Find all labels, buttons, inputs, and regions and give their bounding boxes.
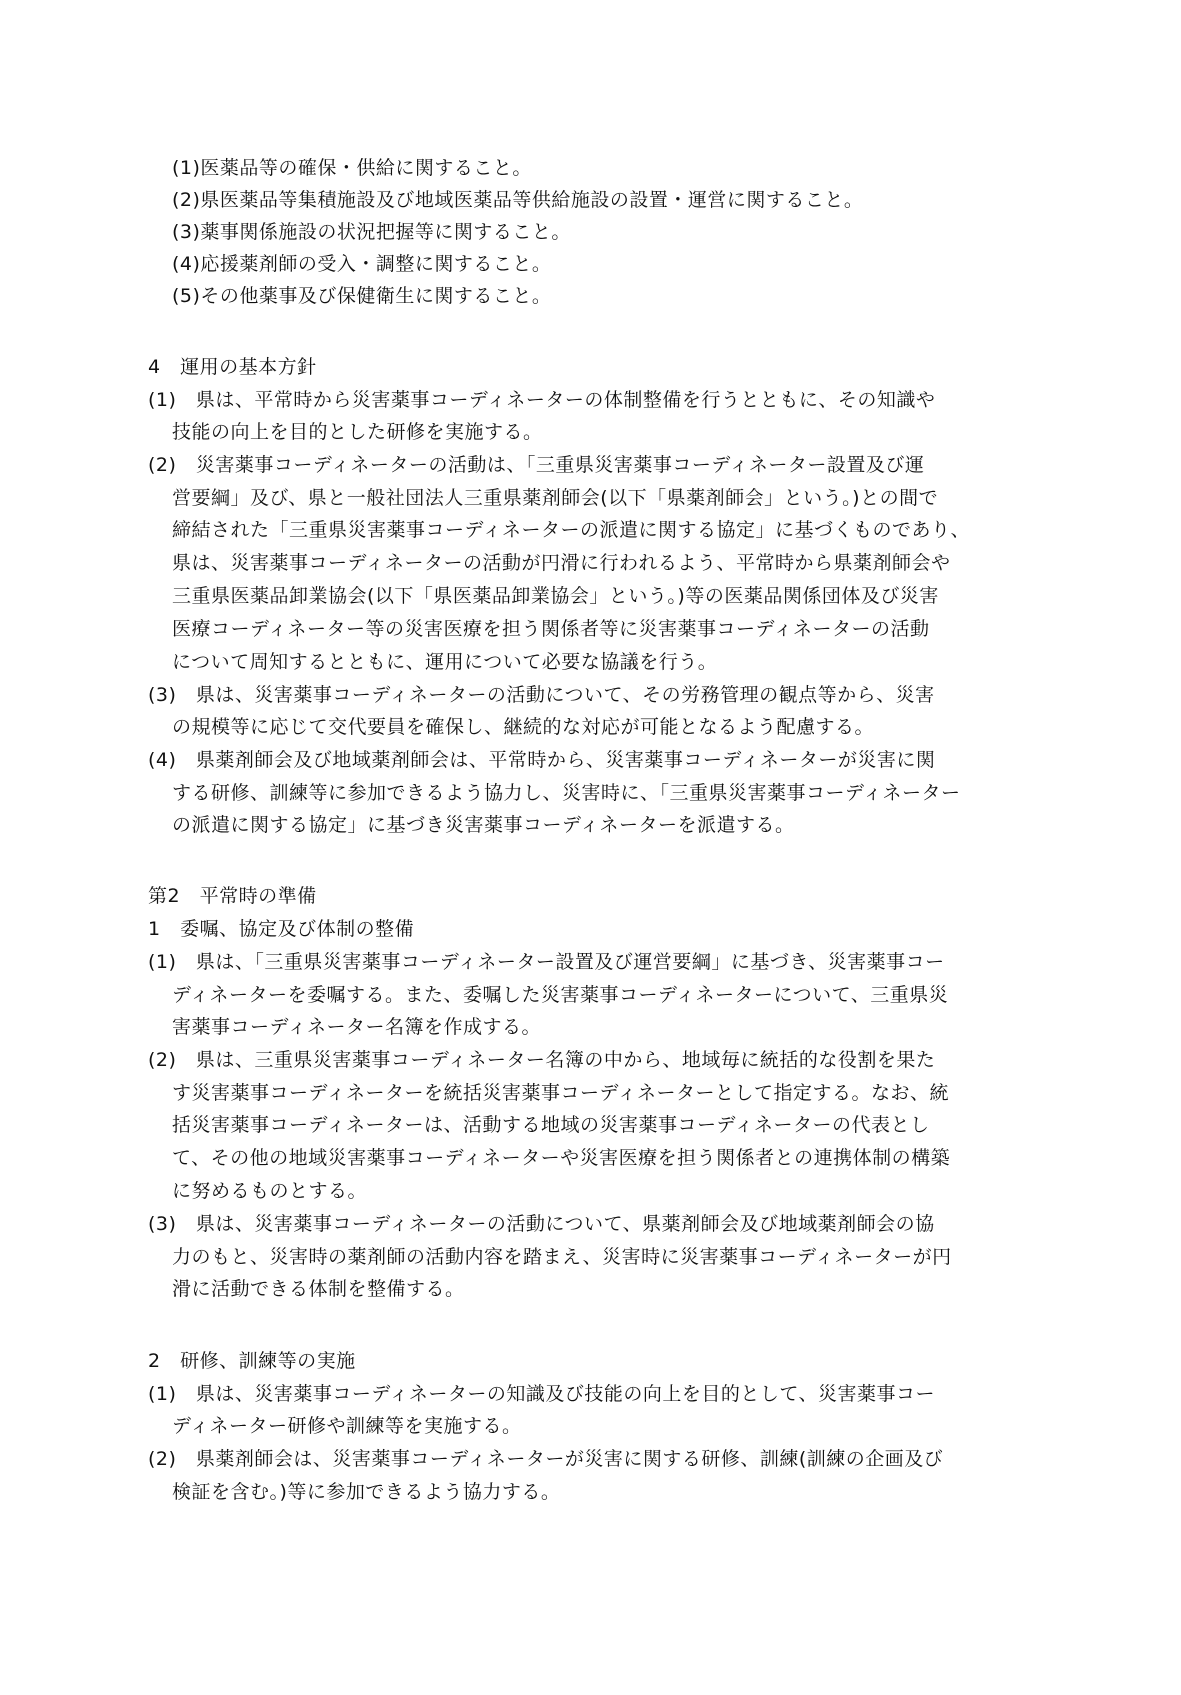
paragraph-line: の派遣に関する協定」に基づき災害薬事コーディネーターを派遣する。	[172, 814, 795, 836]
paragraph-line: 滑に活動できる体制を整備する。	[172, 1278, 465, 1300]
paragraph-line: 検証を含む。)等に参加できるよう協力する。	[172, 1481, 561, 1503]
paragraph-line: する研修、訓練等に参加できるよう協力し、災害時に、「三重県災害薬事コーディネーター	[172, 782, 961, 804]
paragraph-line: 三重県医薬品卸業協会(以下「県医薬品卸業協会」という。)等の医薬品関係団体及び災害	[172, 585, 939, 607]
paragraph-line: (1) 県は、災害薬事コーディネーターの知識及び技能の向上を目的として、災害薬事コー	[148, 1383, 936, 1405]
paragraph-line: 県は、災害薬事コーディネーターの活動が円滑に行われるよう、平常時から県薬剤師会や	[172, 552, 951, 574]
chapter-heading: 第2 平常時の準備	[148, 885, 317, 907]
section-heading: 1 委嘱、協定及び体制の整備	[148, 918, 415, 940]
paragraph-line: 害薬事コーディネーター名簿を作成する。	[172, 1016, 541, 1038]
list-item: (4)応援薬剤師の受入・調整に関すること。	[172, 253, 552, 275]
paragraph-line: (1) 県は、平常時から災害薬事コーディネーターの体制整備を行うとともに、その知識や	[148, 389, 936, 411]
paragraph-line: (4) 県薬剤師会及び地域薬剤師会は、平常時から、災害薬事コーディネーターが災害に関	[148, 749, 936, 771]
paragraph-line: 営要綱」及び、県と一般社団法人三重県薬剤師会(以下「県薬剤師会」という。)との間で	[172, 487, 939, 509]
paragraph-line: て、その他の地域災害薬事コーディネーターや災害医療を担う関係者との連携体制の構築	[172, 1147, 951, 1169]
paragraph-line: ディネーター研修や訓練等を実施する。	[172, 1415, 522, 1437]
paragraph-line: 締結された「三重県災害薬事コーディネーターの派遣に関する協定」に基づくものであり、	[172, 519, 970, 541]
paragraph-line: に努めるものとする。	[172, 1180, 368, 1202]
section-heading: 4 運用の基本方針	[148, 356, 317, 378]
list-item: (5)その他薬事及び保健衛生に関すること。	[172, 285, 552, 307]
paragraph-line: 医療コーディネーター等の災害医療を担う関係者等に災害薬事コーディネーターの活動	[172, 618, 930, 640]
paragraph-line: (3) 県は、災害薬事コーディネーターの活動について、県薬剤師会及び地域薬剤師会の協	[148, 1213, 935, 1235]
paragraph-line: (2) 県薬剤師会は、災害薬事コーディネーターが災害に関する研修、訓練(訓練の企画及び	[148, 1448, 944, 1470]
paragraph-line: 括災害薬事コーディネーターは、活動する地域の災害薬事コーディネーターの代表とし	[172, 1114, 930, 1136]
paragraph-line: ディネーターを委嘱する。また、委嘱した災害薬事コーディネーターについて、三重県災	[172, 984, 949, 1006]
paragraph-line: 技能の向上を目的とした研修を実施する。	[172, 421, 543, 443]
list-item: (3)薬事関係施設の状況把握等に関すること。	[172, 221, 571, 243]
paragraph-line: (1) 県は、「三重県災害薬事コーディネーター設置及び運営要綱」に基づき、災害薬事コー	[148, 951, 945, 973]
section-heading: 2 研修、訓練等の実施	[148, 1350, 356, 1372]
paragraph-line: す災害薬事コーディネーターを統括災害薬事コーディネーターとして指定する。なお、統	[172, 1082, 949, 1104]
paragraph-line: (2) 県は、三重県災害薬事コーディネーター名簿の中から、地域毎に統括的な役割を果た	[148, 1049, 936, 1071]
paragraph-line: の規模等に応じて交代要員を確保し、継続的な対応が可能となるよう配慮する。	[172, 716, 875, 738]
paragraph-line: (2) 災害薬事コーディネーターの活動は、「三重県災害薬事コーディネーター設置及び運	[148, 454, 925, 476]
paragraph-line: について周知するとともに、運用について必要な協議を行う。	[172, 651, 718, 673]
paragraph-line: 力のもと、災害時の薬剤師の活動内容を踏まえ、災害時に災害薬事コーディネーターが円	[172, 1246, 952, 1268]
list-item: (2)県医薬品等集積施設及び地域医薬品等供給施設の設置・運営に関すること。	[172, 189, 864, 211]
list-item: (1)医薬品等の確保・供給に関すること。	[172, 157, 532, 179]
paragraph-line: (3) 県は、災害薬事コーディネーターの活動について、その労務管理の観点等から、災害	[148, 684, 935, 706]
